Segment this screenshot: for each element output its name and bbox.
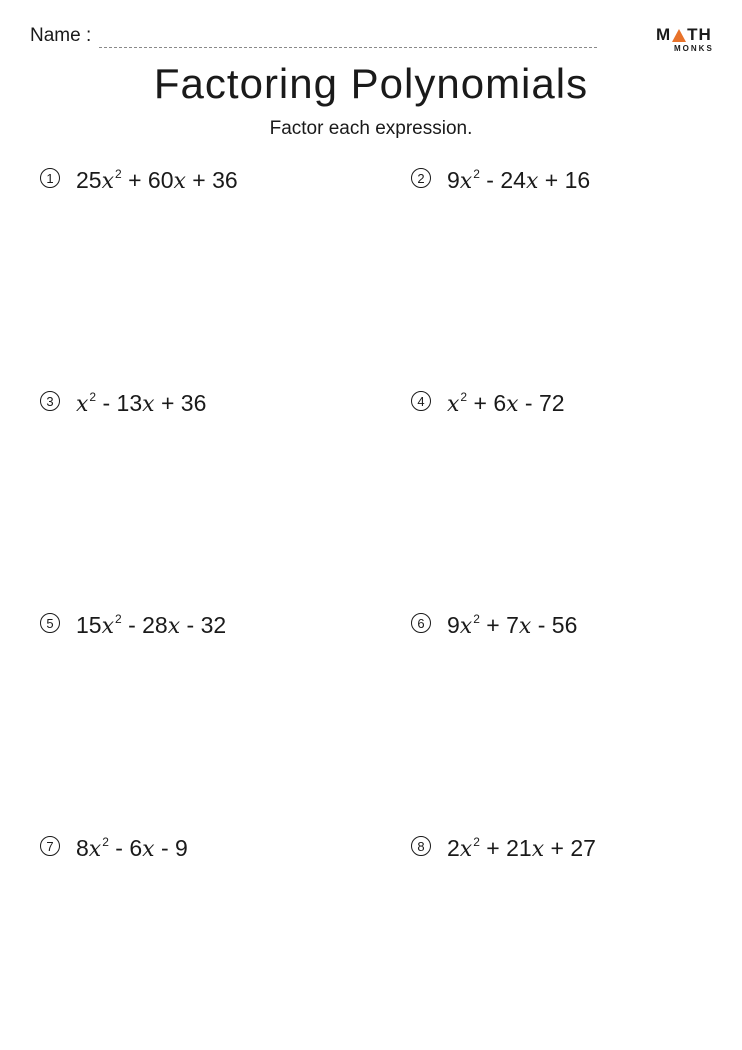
problem-4 (411, 386, 565, 416)
problem-5 (40, 608, 226, 638)
logo-text-right: TH (687, 25, 712, 44)
name-blank-line (99, 27, 597, 48)
problem-1 (40, 163, 238, 193)
name-field-row (30, 24, 597, 48)
logo-triangle-icon (672, 29, 686, 42)
math-monks-logo (656, 26, 716, 54)
problem-expression: $x^2 + 6x - 72$ (447, 390, 565, 417)
problem-expression: $15x^2 - 28x - 32$ (76, 612, 227, 639)
problem-expression: $9x^2 + 7x - 56$ (447, 612, 578, 639)
problem-number: 6 (411, 613, 431, 633)
name-label: Name : (30, 25, 92, 46)
logo-text-left: M (656, 25, 672, 44)
problem-number: 3 (40, 391, 60, 411)
problem-expression: $9x^2 - 24x + 16$ (447, 167, 591, 194)
problem-expression: $2x^2 + 21x + 27$ (447, 835, 596, 862)
problem-3 (40, 386, 206, 416)
problem-number: 1 (40, 168, 60, 188)
problem-number: 4 (411, 391, 431, 411)
problem-8 (411, 831, 596, 861)
problem-expression: $25x^2 + 60x + 36$ (76, 167, 238, 194)
page-title: Factoring Polynomials (153, 60, 589, 107)
logo-subtext: MONKS (674, 44, 714, 53)
problem-expression: $8x^2 - 6x - 9$ (76, 835, 188, 862)
problem-7 (40, 831, 188, 861)
problem-expression: $x^2 - 13x + 36$ (76, 390, 207, 417)
problem-number: 2 (411, 168, 431, 188)
problem-6 (411, 608, 577, 638)
instructions: Factor each expression. (269, 118, 473, 139)
problem-2 (411, 163, 590, 193)
problem-number: 8 (411, 836, 431, 856)
problem-number: 7 (40, 836, 60, 856)
problem-number: 5 (40, 613, 60, 633)
